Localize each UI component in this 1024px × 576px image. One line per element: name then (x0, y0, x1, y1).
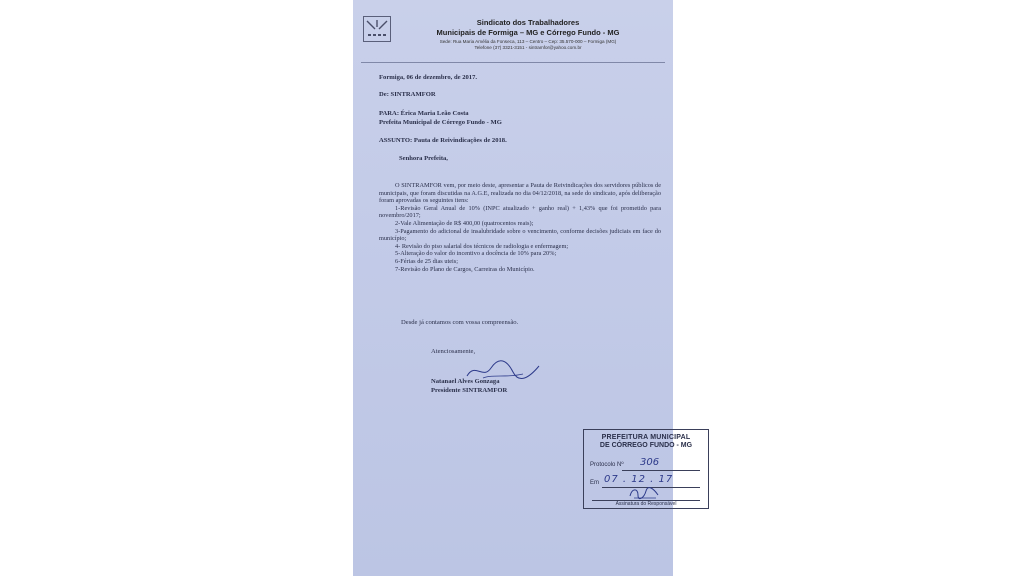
letter-subject: ASSUNTO: Pauta de Reivindicações de 2018. (379, 137, 507, 144)
stamp-signature (624, 486, 664, 500)
demand-item: 1-Revisão Geral Anual de 10% (INPC atualizado + ganho real) + 1,43% que foi prometido para novembro/2017; (379, 204, 661, 220)
letter-to-name: PARA: Érica Maria Leão Costa (379, 110, 469, 117)
letter-salutation: Senhora Prefeita, (399, 155, 448, 162)
demand-item: 3-Pagamento do adicional de insalubridade sobre o vencimento, conforme decisões judiciais em face do município; (379, 227, 661, 243)
demand-item: 2-Vale Alimentação de R$ 400,00 (quatrocentos reais); (395, 219, 534, 227)
letter-to-title: Prefeita Municipal de Córrego Fundo - MG (379, 119, 502, 126)
stamp-protocol-line (622, 470, 700, 471)
stamp-line1: PREFEITURA MUNICIPAL (601, 434, 691, 441)
org-name-line2: Municipais de Formiga – MG e Córrego Fundo - MG (436, 28, 620, 37)
org-address: Sede: Rua Maria Amélia da Fonseca, 113 – Centro – Cep: 35.570-000 – Formiga (MG) (439, 39, 617, 44)
stamp-date-value: 07 . 12 . 17 (604, 474, 674, 485)
letter-date: Formiga, 06 de dezembro, de 2017. (379, 74, 478, 81)
letter-closing-line: Desde já contamos com vossa compreensão. (401, 319, 519, 326)
org-name-line1: Sindicato dos Trabalhadores (476, 18, 580, 27)
demand-item: 5-Alteração do valor do incentivo a docência de 10% para 20%; (395, 250, 557, 258)
stamp-signature-label: Assinatura do Responsável (615, 501, 677, 507)
letter-farewell: Atenciosamente, (431, 348, 476, 355)
stamp-protocol-value: 306 (640, 457, 660, 468)
protocol-stamp (583, 429, 709, 509)
letter-intro: O SINTRAMFOR vem, por meio deste, apresentar a Pauta de Reivindicações dos servidores públicos de municipais, que foram discutidas na A.G.E, realizada no dia 04/12/2018, na sede do sindicato, após deliberação foram aprovadas os seguintes itens: (379, 182, 661, 205)
stamp-line2: DE CÓRREGO FUNDO - MG (599, 442, 693, 449)
header-divider (361, 62, 665, 63)
letterhead (393, 18, 663, 50)
letter-from: De: SINTRAMFOR (379, 91, 436, 98)
demand-item: 6-Férias de 25 dias uteis; (395, 257, 458, 265)
union-logo (363, 16, 391, 42)
letter-body (379, 182, 661, 273)
signer-name: Natanael Alves Gonzaga (431, 378, 500, 385)
demand-item: 7-Revisão do Plano de Cargos, Carreiras do Município. (395, 265, 535, 273)
org-contact: Telefone (37) 3321-3151 - sintramfor@yahoo.com.br (474, 45, 582, 50)
stamp-date-label: Em (590, 480, 599, 486)
signer-title: Presidente SINTRAMFOR (431, 387, 508, 394)
letter-paper (353, 0, 693, 576)
demand-item: 4- Revisão do piso salarial dos técnicos de radiologia e enfermagem; (395, 242, 569, 250)
stamp-protocol-label: Protocolo Nº (590, 462, 624, 468)
